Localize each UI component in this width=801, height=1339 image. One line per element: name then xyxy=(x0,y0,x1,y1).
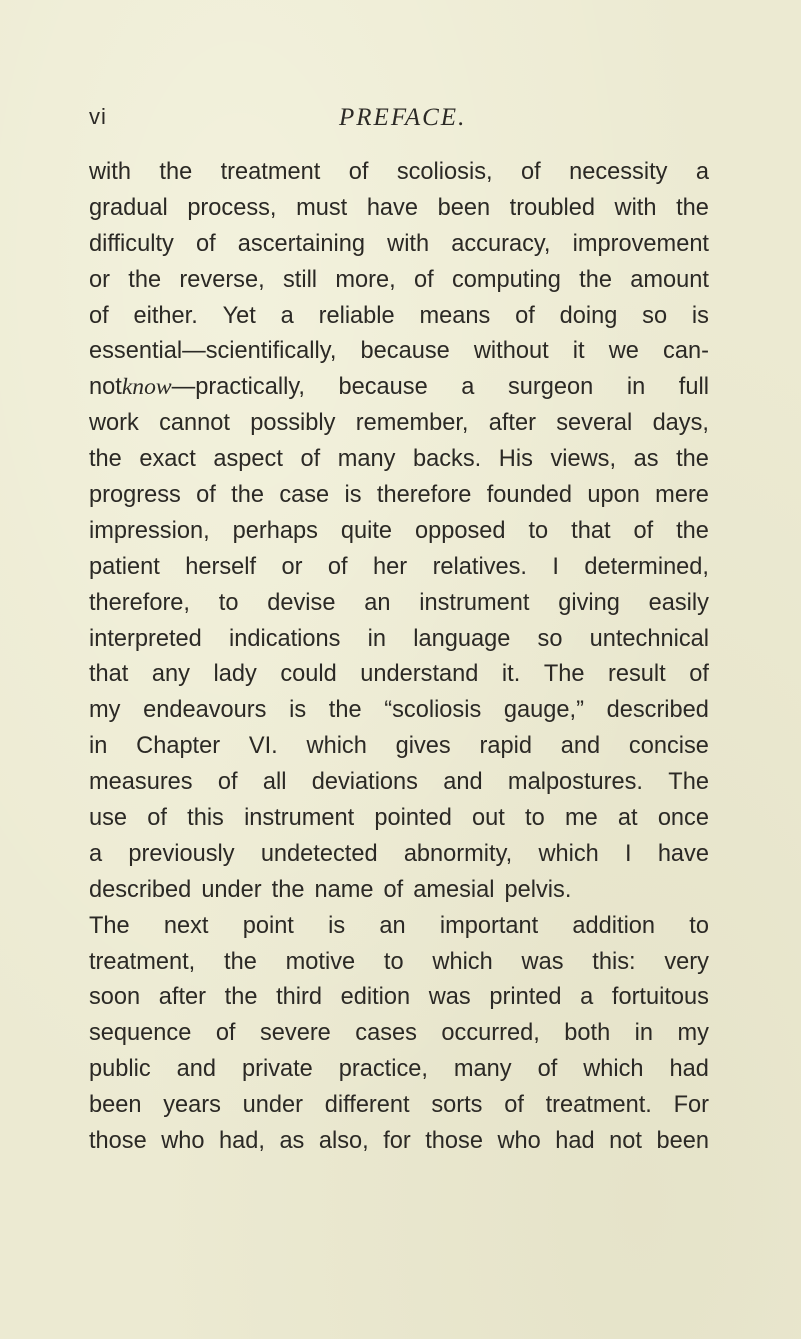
body-text xyxy=(89,155,709,1160)
running-title: PREFACE. xyxy=(339,104,467,131)
text-line: been years under different sorts of treatment. For xyxy=(89,1092,709,1119)
text-line: impression, perhaps quite opposed to that of the xyxy=(89,517,709,544)
text-line: essential—scientifically, because without it we can- xyxy=(89,338,709,365)
text-line: those who had, as also, for those who had not been xyxy=(89,1128,709,1155)
page-number: vi xyxy=(89,104,107,129)
text-line: my endeavours is the “scoliosis gauge,” described xyxy=(89,697,709,724)
text-line: in Chapter VI. which gives rapid and concise xyxy=(89,733,709,760)
text-line: with the treatment of scoliosis, of necessity a xyxy=(89,159,709,185)
text-line: soon after the third edition was printed a fortuitous xyxy=(89,984,709,1011)
text-line: public and private practice, many of which had xyxy=(89,1056,709,1083)
running-head xyxy=(0,104,801,136)
text-line: work cannot possibly remember, after several days, xyxy=(89,410,709,437)
text-line: gradual process, must have been troubled with the xyxy=(89,194,709,221)
text-line: that any lady could understand it. The result of xyxy=(89,661,709,688)
text-line: sequence of severe cases occurred, both in my xyxy=(89,1020,709,1047)
text-line: patient herself or of her relatives. I determined, xyxy=(89,553,709,580)
text-line: or the reverse, still more, of computing the amount xyxy=(89,266,709,293)
text-line: a previously undetected abnormity, which I have xyxy=(89,840,709,867)
text-line: interpreted indications in language so untechnical xyxy=(89,625,709,652)
text-line: the exact aspect of many backs. His views, as the xyxy=(89,446,709,473)
text-line: of either. Yet a reliable means of doing so is xyxy=(89,302,709,329)
text-line: progress of the case is therefore founded upon mere xyxy=(89,482,709,509)
text-line: difficulty of ascertaining with accuracy, improvement xyxy=(89,230,709,257)
text-line: use of this instrument pointed out to me at once xyxy=(89,805,709,832)
text-line: described under the name of amesial pelvis. xyxy=(89,876,572,903)
text-line: measures of all deviations and malpostures. The xyxy=(89,769,709,796)
text-line: notknow—practically, because a surgeon in full xyxy=(89,374,709,401)
text-line: treatment, the motive to which was this: very xyxy=(89,948,709,975)
text-line: therefore, to devise an instrument giving easily xyxy=(89,589,709,616)
text-line: The next point is an important addition to xyxy=(89,912,709,939)
